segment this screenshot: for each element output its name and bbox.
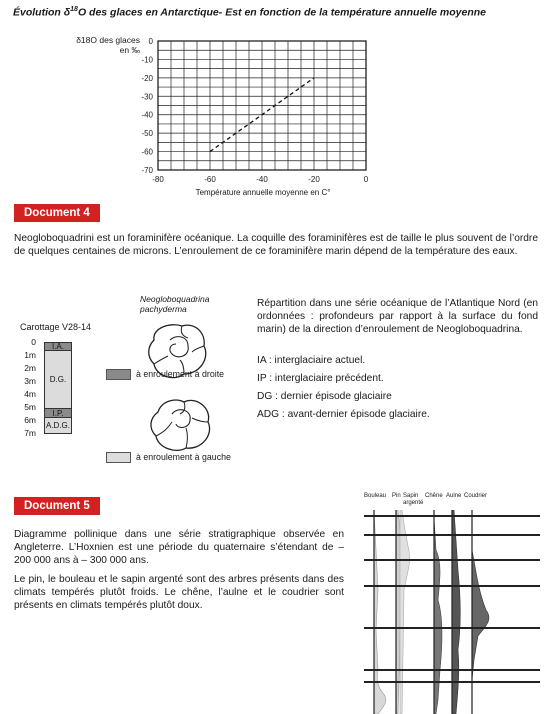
- def-ia: IA : interglaciaire actuel.: [257, 355, 366, 366]
- foram-sinistral-icon: [142, 392, 222, 458]
- def-ip: IP : interglaciaire précédent.: [257, 373, 384, 384]
- pollen-label-pin: Pin: [392, 493, 401, 499]
- pollen-label-sapin: Sapin argenté: [403, 493, 424, 506]
- x-tick-label: 0: [363, 175, 369, 184]
- doc4-description: Répartition dans une série océanique de l’Atlantique Nord (en ordonnées : profondeurs par rapport à la surface du fond marin) de la direction d’enroulement de Neogloboquadrina.: [257, 298, 538, 335]
- species-line1: Neogloboquadrina: [140, 294, 210, 304]
- chart-xlabel: Température annuelle moyenne en C°: [195, 188, 331, 197]
- x-tick-label: -80: [152, 175, 164, 184]
- x-tick-label: -20: [308, 175, 320, 184]
- pollen-label-bouleau: Bouleau: [364, 493, 387, 499]
- pollen-curve-sapin: [400, 510, 410, 714]
- depth-label: 7m: [24, 428, 36, 438]
- core-layer: A.D.G.: [45, 418, 71, 434]
- doc5-para1: Diagramme pollinique dans une série stratigraphique observée en Angleterre. L’Hoxnien est une période du quaternaire s’étendant de – 200 000 ans à – 300 000 ans.: [14, 529, 344, 566]
- pollen-curve-aulne: [452, 510, 460, 714]
- chart-ylabel-line2: en ‰: [119, 45, 140, 55]
- pollen-label-coudrier: Coudrier: [464, 493, 488, 499]
- species-line2: pachyderma: [140, 304, 187, 314]
- y-tick-label: -70: [141, 166, 153, 175]
- legend-sinistral-label: à enroulement à gauche: [136, 452, 231, 462]
- x-tick-label: -40: [256, 175, 268, 184]
- doc5-para2: Le pin, le bouleau et le sapin argenté sont des arbres présents dans des climats tempérés plutôt froids. Le chêne, l’aulne et le coudrier sont présents en climats tempérés plutôt doux.: [14, 574, 344, 611]
- y-tick-label: 0: [148, 37, 153, 46]
- pollen-label-chene: Chêne: [425, 493, 443, 499]
- document-5-badge: Document 5: [14, 497, 100, 515]
- pollen-label-aulne: Aulne: [446, 493, 462, 499]
- core-layer: D.G.: [45, 351, 71, 410]
- chart-ylabel-line1: δ18O des glaces: [76, 35, 140, 45]
- y-tick-label: -30: [141, 92, 153, 102]
- depth-label: 6m: [24, 415, 36, 425]
- legend-dextral-swatch: [106, 369, 131, 380]
- doc4-definitions: [257, 354, 538, 421]
- doc3-title-part1: Évolution δ: [13, 6, 71, 19]
- y-tick-label: -50: [141, 129, 153, 139]
- delta18o-chart: [0, 0, 552, 200]
- depth-label: 0: [31, 337, 36, 347]
- depth-label: 4m: [24, 389, 36, 399]
- pollen-curve-bouleau: [374, 510, 386, 714]
- depth-label: 5m: [24, 402, 36, 412]
- doc4-intro: Neogloboquadrini est un foraminifère océanique. La coquille des foraminifères est de taille le plus souvent de l’ordre de quelques centaines de microns. L’enroulement de ce foraminifère marin dépend de la température des eaux.: [14, 233, 538, 257]
- legend-sinistral-swatch: [106, 452, 131, 463]
- x-tick-label: -60: [204, 175, 216, 184]
- pollen-curve-coudrier: [472, 550, 489, 680]
- depth-label: 1m: [24, 350, 36, 360]
- def-adg: ADG : avant-dernier épisode glaciaire.: [257, 409, 430, 420]
- y-tick-label: -10: [141, 55, 153, 65]
- legend-dextral-label: à enroulement à droite: [136, 369, 225, 379]
- pollen-diagram: [362, 510, 542, 714]
- core-layer: I.A.: [45, 343, 71, 351]
- core-layer: I.P.: [45, 409, 71, 418]
- doc3-title-part2: O des glaces en Antarctique- Est en fonction de la température annuelle moyenne: [77, 6, 486, 19]
- pollen-header: [362, 491, 542, 511]
- core-title: Carottage V28-14: [20, 322, 92, 332]
- doc3-title-sup: 18: [70, 6, 78, 13]
- depth-label: 3m: [24, 376, 36, 386]
- depth-label: 2m: [24, 363, 36, 373]
- document-4-badge: Document 4: [14, 204, 100, 222]
- y-tick-label: -20: [141, 73, 153, 83]
- y-tick-label: -40: [141, 110, 153, 120]
- def-dg: DG : dernier épisode glaciaire: [257, 391, 392, 402]
- core-column: [44, 342, 72, 434]
- y-tick-label: -60: [141, 147, 153, 157]
- pollen-curve-chene: [434, 518, 442, 714]
- species-name: [140, 294, 209, 314]
